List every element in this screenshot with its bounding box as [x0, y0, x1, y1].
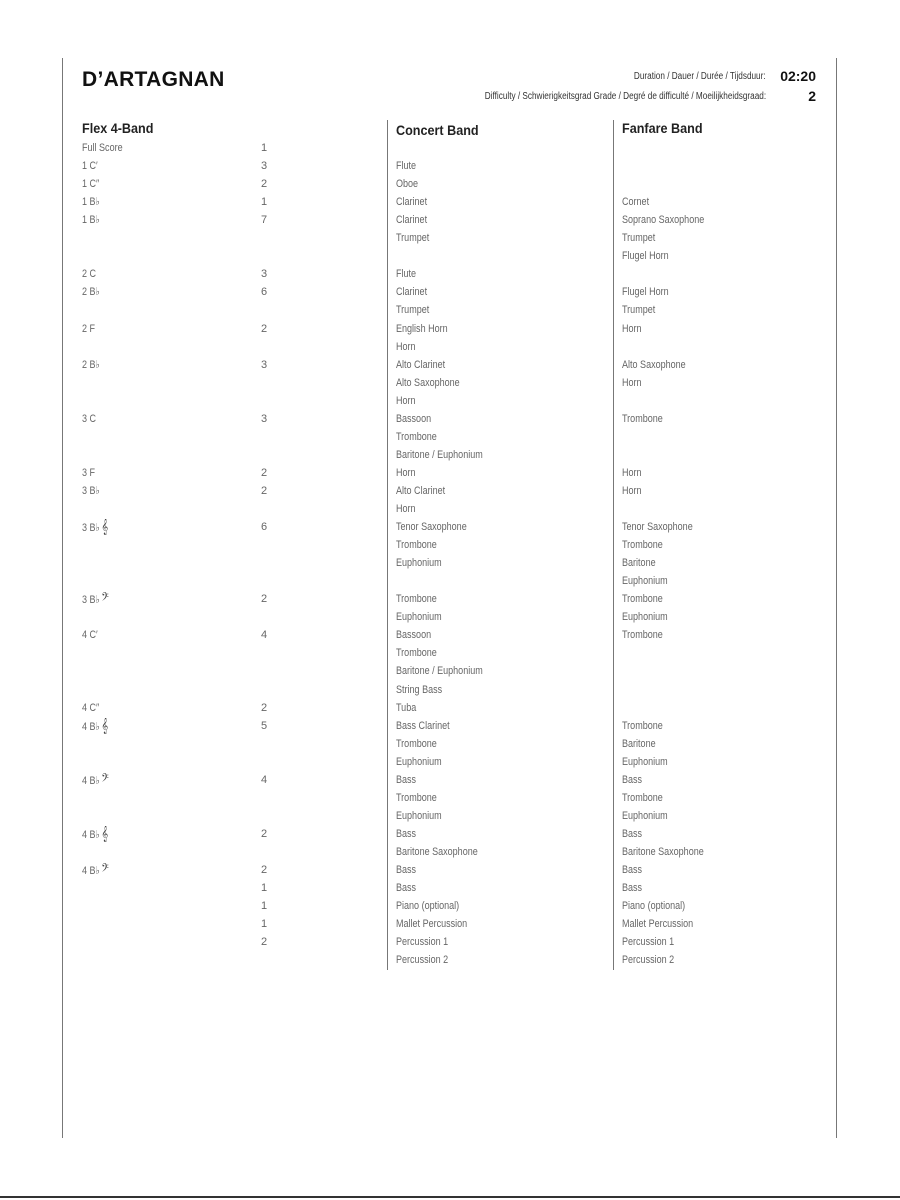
flex-part-name: 3 B♭ 𝄞 [82, 519, 109, 536]
flex-part-quantity: 1 [260, 918, 268, 931]
concert-part: Bass [396, 882, 417, 895]
flex-part-name: 4 B♭ 𝄞 [82, 825, 109, 842]
flex-part-quantity: 1 [260, 196, 268, 209]
treble-clef-icon: 𝄞 [101, 717, 109, 734]
flex-part-quantity: 3 [260, 160, 268, 173]
concert-part: Baritone Saxophone [396, 845, 478, 858]
fanfare-part: Trombone [622, 539, 663, 552]
fanfare-part: Trombone [622, 791, 663, 804]
fanfare-part: Euphonium [622, 755, 668, 768]
concert-part: Trombone [396, 647, 437, 660]
bass-clef-icon: 𝄢 [101, 771, 109, 788]
fanfare-part: Flugel Horn [622, 286, 669, 299]
fanfare-part: Trombone [622, 629, 663, 642]
fanfare-part: Piano (optional) [622, 900, 686, 913]
concert-part: Flute [396, 160, 417, 173]
concert-part: String Bass [396, 683, 443, 696]
fanfare-part: Alto Saxophone [622, 358, 686, 371]
concert-part: Horn [396, 340, 416, 353]
bass-clef-icon: 𝄢 [101, 591, 109, 608]
difficulty-value: 2 [808, 88, 816, 104]
fanfare-part: Baritone Saxophone [622, 845, 704, 858]
flex-part-quantity: 3 [260, 358, 268, 371]
concert-part: Flute [396, 268, 417, 281]
concert-part: Trumpet [396, 304, 430, 317]
flex-part-quantity: 2 [260, 322, 268, 335]
flex-part-quantity: 2 [260, 178, 268, 191]
flex-part-name: 4 B♭ 𝄢 [82, 862, 109, 878]
flex-part-name: 2 F [82, 322, 96, 335]
page-bottom-edge [0, 1196, 900, 1198]
concert-part: Euphonium [396, 809, 442, 822]
concert-part: Mallet Percussion [396, 918, 468, 931]
flex-part-quantity: 3 [260, 412, 268, 425]
page-title: D’ARTAGNAN [82, 68, 225, 91]
fanfare-part: Euphonium [622, 809, 668, 822]
flex-part-name: 4 B♭ 𝄢 [82, 771, 109, 788]
concert-band-heading: Concert Band [396, 122, 479, 138]
concert-part: Clarinet [396, 214, 428, 227]
concert-part: Horn [396, 466, 416, 479]
flex-part-name: 3 B♭ [82, 484, 100, 497]
concert-part: Clarinet [396, 196, 428, 209]
duration-value: 02:20 [780, 68, 816, 84]
flex-part-quantity: 2 [260, 593, 268, 606]
flex-part-quantity: 2 [260, 864, 268, 876]
flex-part-quantity: 1 [260, 882, 268, 895]
concert-part: Bass [396, 864, 417, 876]
difficulty-label: Difficulty / Schwierigkeitsgrad Grade / Degré de difficulté / Moeilijkheidsgraad: [484, 91, 766, 102]
fanfare-part: Flugel Horn [622, 250, 669, 263]
fanfare-part: Percussion 1 [622, 936, 675, 949]
concert-part: Trombone [396, 430, 437, 443]
flex-part-name: 2 B♭ [82, 358, 100, 371]
fanfare-band-heading: Fanfare Band [622, 120, 703, 136]
concert-part: Trombone [396, 737, 437, 750]
concert-part: Baritone / Euphonium [396, 665, 483, 678]
flex-part-quantity: 4 [260, 773, 268, 786]
concert-part: Tenor Saxophone [396, 521, 467, 534]
flex-part-quantity: 1 [260, 142, 268, 154]
flex-part-name: Full Score [82, 142, 123, 154]
flex-part-name: 3 F [82, 466, 96, 479]
flex-part-quantity: 2 [260, 827, 268, 840]
flex-part-quantity: 2 [260, 936, 268, 949]
fanfare-part: Horn [622, 322, 642, 335]
flex-part-quantity: 7 [260, 214, 268, 227]
concert-part: Horn [396, 394, 416, 407]
flex-part-quantity: 2 [260, 484, 268, 497]
fanfare-part: Soprano Saxophone [622, 214, 705, 227]
page-left-border [62, 58, 63, 1138]
concert-part: Horn [396, 503, 416, 515]
concert-part: English Horn [396, 322, 448, 335]
fanfare-part: Baritone [622, 737, 656, 750]
flex-part-name: 1 C′ [82, 160, 98, 173]
flex-part-name: 2 B♭ [82, 286, 100, 299]
flex-part-quantity: 5 [260, 719, 268, 732]
flex-part-quantity: 4 [260, 629, 268, 642]
concert-part: Trombone [396, 791, 437, 804]
fanfare-part: Trombone [622, 412, 663, 425]
flex-part-name: 4 C′ [82, 629, 98, 642]
flex-part-quantity: 6 [260, 286, 268, 299]
concert-part: Bass [396, 773, 417, 786]
flex-part-name: 4 C″ [82, 701, 100, 714]
flex-part-name: 1 B♭ [82, 214, 100, 227]
fanfare-part: Percussion 2 [622, 954, 675, 967]
concert-part: Trombone [396, 593, 437, 606]
concert-part: Alto Saxophone [396, 376, 460, 389]
flex-part-name: 2 C [82, 268, 97, 281]
treble-clef-icon: 𝄞 [101, 825, 109, 842]
concert-part: Bass Clarinet [396, 719, 450, 732]
flex-part-quantity: 3 [260, 268, 268, 281]
concert-part: Euphonium [396, 755, 442, 768]
fanfare-part: Horn [622, 376, 642, 389]
fanfare-part: Baritone [622, 557, 656, 570]
fanfare-part: Trombone [622, 719, 663, 732]
fanfare-part: Bass [622, 773, 643, 786]
concert-part: Baritone / Euphonium [396, 448, 483, 461]
concert-part: Alto Clarinet [396, 484, 446, 497]
fanfare-part: Bass [622, 864, 643, 876]
fanfare-part: Cornet [622, 196, 650, 209]
flex-part-name: 3 C [82, 412, 97, 425]
fanfare-part: Mallet Percussion [622, 918, 694, 931]
flex-part-name: 4 B♭ 𝄞 [82, 717, 109, 734]
concert-part: Piano (optional) [396, 900, 460, 913]
fanfare-part: Trumpet [622, 232, 656, 245]
concert-part: Bassoon [396, 412, 432, 425]
fanfare-part: Trumpet [622, 304, 656, 317]
treble-clef-icon: 𝄞 [101, 519, 109, 536]
flex-part-quantity: 6 [260, 521, 268, 534]
flex-part-name: 1 B♭ [82, 196, 100, 209]
concert-part: Percussion 1 [396, 936, 449, 949]
concert-part: Bassoon [396, 629, 432, 642]
concert-part: Bass [396, 827, 417, 840]
fanfare-part: Euphonium [622, 611, 668, 624]
concert-part: Euphonium [396, 557, 442, 570]
fanfare-part: Horn [622, 484, 642, 497]
fanfare-part: Tenor Saxophone [622, 521, 693, 534]
bass-clef-icon: 𝄢 [101, 862, 109, 878]
flex-part-name: 1 C″ [82, 178, 100, 191]
concert-part: Trombone [396, 539, 437, 552]
duration-label: Duration / Dauer / Durée / Tijdsduur: [634, 71, 766, 82]
flex-part-name: 3 B♭ 𝄢 [82, 591, 109, 608]
concert-part: Percussion 2 [396, 954, 449, 967]
flex-part-quantity: 2 [260, 701, 268, 714]
flex-part-quantity: 1 [260, 900, 268, 913]
concert-part: Oboe [396, 178, 419, 191]
fanfare-part: Euphonium [622, 575, 668, 588]
fanfare-part: Horn [622, 466, 642, 479]
flex-part-quantity: 2 [260, 466, 268, 479]
concert-column-divider [387, 120, 388, 970]
fanfare-column-divider [613, 120, 614, 970]
concert-part: Tuba [396, 701, 417, 714]
fanfare-part: Bass [622, 827, 643, 840]
concert-part: Trumpet [396, 232, 430, 245]
flex-band-heading: Flex 4-Band [82, 120, 154, 136]
concert-part: Alto Clarinet [396, 358, 446, 371]
concert-part: Clarinet [396, 286, 428, 299]
concert-part: Euphonium [396, 611, 442, 624]
page-right-border [836, 58, 837, 1138]
fanfare-part: Trombone [622, 593, 663, 606]
fanfare-part: Bass [622, 882, 643, 895]
